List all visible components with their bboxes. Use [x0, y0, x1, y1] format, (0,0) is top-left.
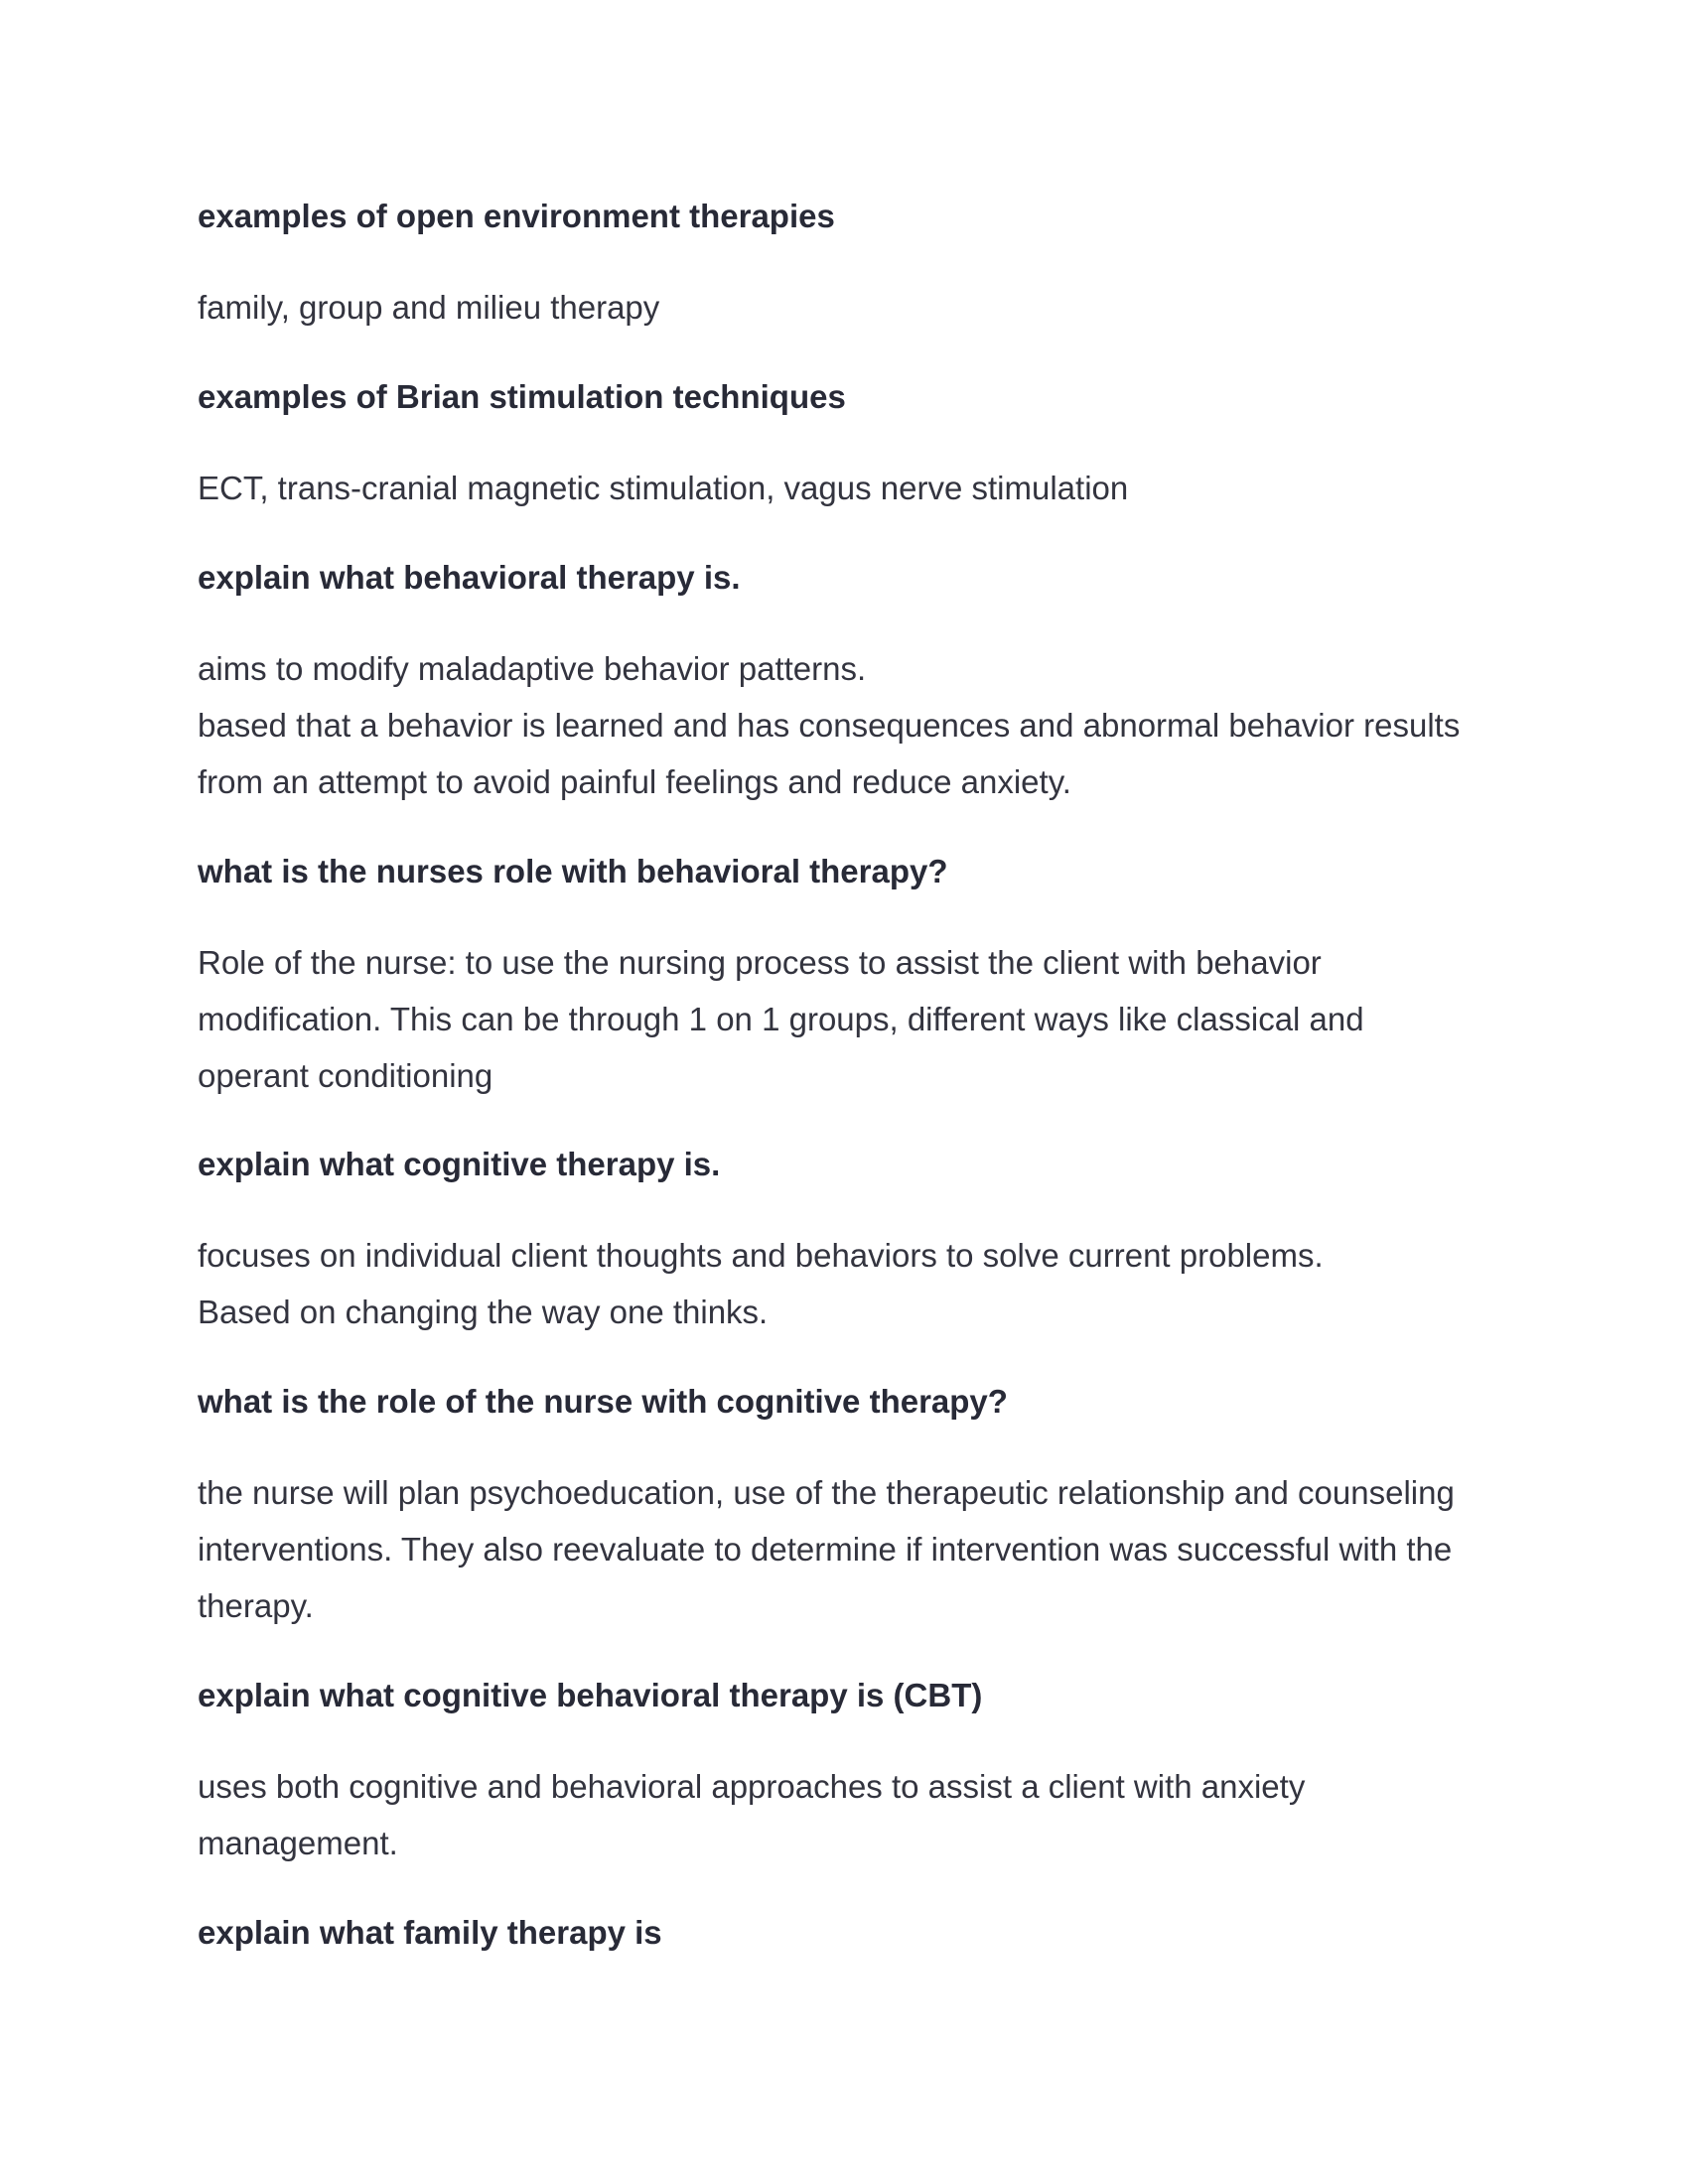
- definition-line: therapy.: [198, 1587, 314, 1624]
- definition-line: uses both cognitive and behavioral approaches to assist a client with anxiety: [198, 1768, 1306, 1805]
- definition-line: modification. This can be through 1 on 1 groups, different ways like classical and: [198, 1001, 1364, 1037]
- definition-line: aims to modify maladaptive behavior patterns.: [198, 650, 867, 687]
- definition-line: family, group and milieu therapy: [198, 289, 660, 326]
- card-term-4: what is the nurses role with behavioral therapy?: [198, 853, 948, 889]
- card-term-6: what is the role of the nurse with cognitive therapy?: [198, 1383, 1008, 1420]
- definition-line: based that a behavior is learned and has consequences and abnormal behavior results: [198, 707, 1461, 744]
- definition-line: Based on changing the way one thinks.: [198, 1294, 769, 1330]
- card-definition-3: [198, 640, 1488, 810]
- definition-line: interventions. They also reevaluate to determine if intervention was successful with the: [198, 1531, 1453, 1568]
- definition-line: focuses on individual client thoughts and behaviors to solve current problems.: [198, 1237, 1324, 1274]
- card-definition-4: [198, 934, 1488, 1104]
- definition-line: the nurse will plan psychoeducation, use of the therapeutic relationship and counseling: [198, 1474, 1455, 1511]
- card-term-2: examples of Brian stimulation techniques: [198, 378, 846, 415]
- card-term-5: explain what cognitive therapy is.: [198, 1146, 721, 1182]
- definition-line: Role of the nurse: to use the nursing process to assist the client with behavior: [198, 944, 1322, 981]
- card-definition-7: [198, 1758, 1488, 1871]
- definition-line: operant conditioning: [198, 1057, 493, 1094]
- card-definition-5: [198, 1227, 1488, 1340]
- definition-line: from an attempt to avoid painful feelings and reduce anxiety.: [198, 763, 1071, 800]
- card-term-7: explain what cognitive behavioral therapy is (CBT): [198, 1677, 983, 1713]
- definition-line: management.: [198, 1825, 398, 1861]
- card-definition-6: [198, 1464, 1488, 1634]
- card-term-3: explain what behavioral therapy is.: [198, 559, 741, 596]
- definition-line: ECT, trans-cranial magnetic stimulation, vagus nerve stimulation: [198, 470, 1129, 506]
- card-definition-1: [198, 279, 1488, 336]
- card-term-1: examples of open environment therapies: [198, 198, 835, 234]
- card-definition-2: [198, 460, 1488, 516]
- card-term-8: explain what family therapy is: [198, 1914, 662, 1951]
